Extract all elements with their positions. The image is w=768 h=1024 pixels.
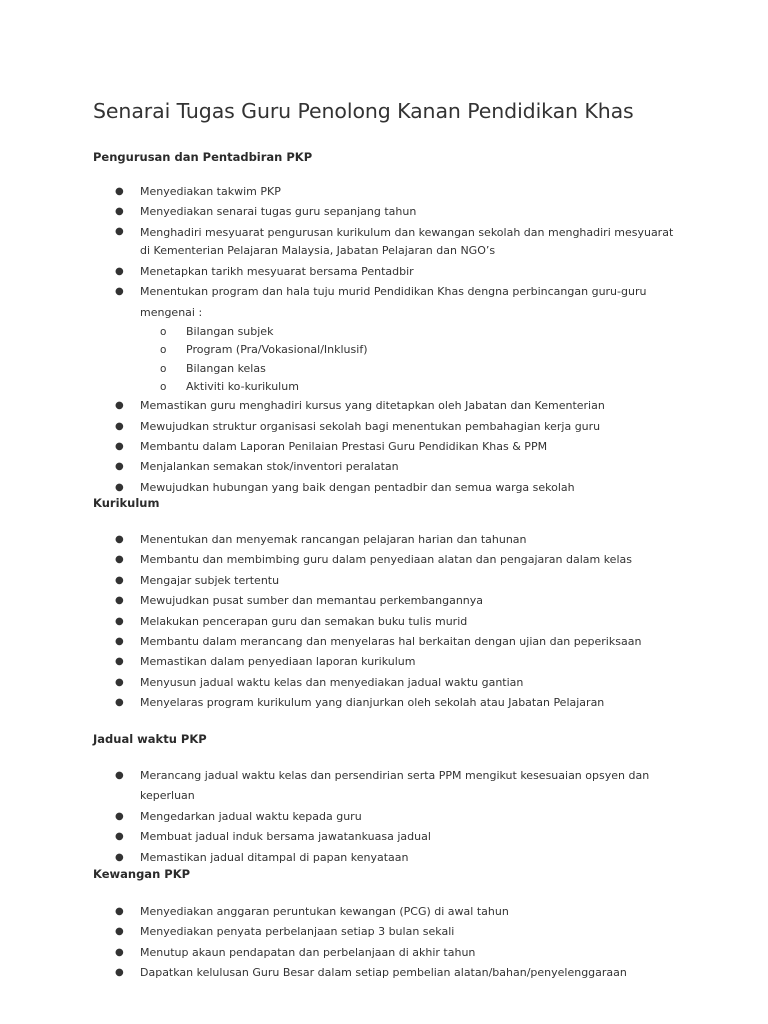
list-pengurusan bbox=[0, 182, 680, 498]
section-heading-pengurusan: Pengurusan dan Pentadbiran PKP bbox=[93, 150, 313, 164]
bullet-icon: ● bbox=[115, 636, 124, 648]
list-item: ● Menyusun jadual waktu kelas dan menyediakan jadual waktu gantian bbox=[0, 673, 680, 693]
bullet-icon: ● bbox=[115, 225, 124, 237]
list-item: ● Membantu dalam merancang dan menyelaras hal berkaitan dengan ujian dan peperiksaan bbox=[0, 632, 680, 652]
list-jadual bbox=[0, 766, 680, 868]
list-item: ● Menyediakan penyata perbelanjaan setiap 3 bulan sekali bbox=[0, 922, 680, 942]
bullet-icon: ● bbox=[115, 441, 124, 453]
list-item: ● Melakukan pencerapan guru dan semakan buku tulis murid bbox=[0, 612, 680, 632]
bullet-icon: ● bbox=[115, 831, 124, 843]
bullet-icon: ● bbox=[115, 574, 124, 586]
sub-list-item: o Bilangan kelas bbox=[140, 360, 680, 378]
bullet-icon: ● bbox=[115, 946, 124, 958]
bullet-icon: ● bbox=[115, 810, 124, 822]
bullet-icon: ● bbox=[115, 206, 124, 218]
list-item: ● Dapatkan kelulusan Guru Besar dalam setiap pembelian alatan/bahan/penyelenggaraan bbox=[0, 963, 680, 983]
bullet-icon: ● bbox=[115, 481, 124, 493]
list-item: ● Membantu dalam Laporan Penilaian Prestasi Guru Pendidikan Khas & PPM bbox=[0, 437, 680, 457]
list-item: ● Menyediakan senarai tugas guru sepanjang tahun bbox=[0, 202, 680, 222]
bullet-icon: ● bbox=[115, 420, 124, 432]
list-kewangan bbox=[0, 902, 680, 984]
sub-list-program bbox=[140, 323, 680, 396]
list-item: ● Menyediakan anggaran peruntukan kewangan (PCG) di awal tahun bbox=[0, 902, 680, 922]
document-title: Senarai Tugas Guru Penolong Kanan Pendidikan Khas bbox=[93, 99, 634, 123]
circle-bullet-icon: o bbox=[160, 344, 167, 357]
bullet-icon: ● bbox=[115, 595, 124, 607]
circle-bullet-icon: o bbox=[160, 380, 167, 393]
list-item: ● Mengajar subjek tertentu bbox=[0, 571, 680, 591]
bullet-icon: ● bbox=[115, 770, 124, 781]
bullet-icon: ● bbox=[115, 967, 124, 979]
bullet-icon: ● bbox=[115, 926, 124, 938]
section-heading-kurikulum: Kurikulum bbox=[93, 496, 160, 510]
list-item: ● Menghadiri mesyuarat pengurusan kurikulum dan kewangan sekolah dan menghadiri mesyuarat di Kementerian Pelajaran Malaysia, Jabatan Pelajaran dan NGO’s bbox=[0, 223, 680, 262]
list-item: ● Menyelaras program kurikulum yang dianjurkan oleh sekolah atau Jabatan Pelajaran bbox=[0, 693, 680, 713]
list-item: ● Mewujudkan hubungan yang baik dengan pentadbir dan semua warga sekolah bbox=[0, 478, 680, 498]
sub-list-item: o Program (Pra/Vokasional/Inklusif) bbox=[140, 341, 680, 359]
circle-bullet-icon: o bbox=[160, 362, 167, 375]
bullet-icon: ● bbox=[115, 400, 124, 412]
list-item: ● Memastikan dalam penyediaan laporan kurikulum bbox=[0, 652, 680, 672]
list-item: ● Mengedarkan jadual waktu kepada guru bbox=[0, 807, 680, 827]
list-item: ● Memastikan jadual ditampal di papan kenyataan bbox=[0, 848, 680, 868]
list-item: ● Menentukan dan menyemak rancangan pelajaran harian dan tahunan bbox=[0, 530, 680, 550]
bullet-icon: ● bbox=[115, 286, 124, 298]
section-heading-kewangan: Kewangan PKP bbox=[93, 867, 191, 881]
bullet-icon: ● bbox=[115, 186, 124, 197]
list-item: ● Menutup akaun pendapatan dan perbelanjaan di akhir tahun bbox=[0, 943, 680, 963]
sub-list-item: o Bilangan subjek bbox=[140, 323, 680, 341]
list-item: ● Menetapkan tarikh mesyuarat bersama Pentadbir bbox=[0, 262, 680, 282]
list-item: ● Menentukan program dan hala tuju murid Pendidikan Khas dengna perbincangan guru-guru mengenai : o Bilangan subjek o Program (Pra/Vokasional/Inklusif) o Bilangan kelas o Aktiviti ko-kurikulum bbox=[0, 282, 680, 396]
bullet-icon: ● bbox=[115, 656, 124, 668]
list-item: ● Merancang jadual waktu kelas dan persendirian serta PPM mengikut kesesuaian opsyen dan keperluan bbox=[0, 766, 680, 807]
circle-bullet-icon: o bbox=[160, 326, 167, 339]
bullet-icon: ● bbox=[115, 461, 124, 473]
list-item: ● Mewujudkan pusat sumber dan memantau perkembangannya bbox=[0, 591, 680, 611]
list-item: ● Memastikan guru menghadiri kursus yang ditetapkan oleh Jabatan dan Kementerian bbox=[0, 396, 680, 416]
bullet-icon: ● bbox=[115, 906, 124, 917]
bullet-icon: ● bbox=[115, 265, 124, 277]
sub-list-item: o Aktiviti ko-kurikulum bbox=[140, 378, 680, 396]
list-item: ● Membantu dan membimbing guru dalam penyediaan alatan dan pengajaran dalam kelas bbox=[0, 550, 680, 570]
list-item: ● Membuat jadual induk bersama jawatankuasa jadual bbox=[0, 827, 680, 847]
bullet-icon: ● bbox=[115, 615, 124, 627]
list-item: ● Menjalankan semakan stok/inventori peralatan bbox=[0, 457, 680, 477]
bullet-icon: ● bbox=[115, 554, 124, 566]
section-heading-jadual: Jadual waktu PKP bbox=[93, 732, 207, 746]
bullet-icon: ● bbox=[115, 676, 124, 688]
list-kurikulum bbox=[0, 530, 680, 714]
bullet-icon: ● bbox=[115, 534, 124, 545]
bullet-icon: ● bbox=[115, 697, 124, 709]
list-item: ● Menyediakan takwim PKP bbox=[0, 182, 680, 202]
bullet-icon: ● bbox=[115, 851, 124, 863]
list-item: ● Mewujudkan struktur organisasi sekolah bagi menentukan pembahagian kerja guru bbox=[0, 417, 680, 437]
